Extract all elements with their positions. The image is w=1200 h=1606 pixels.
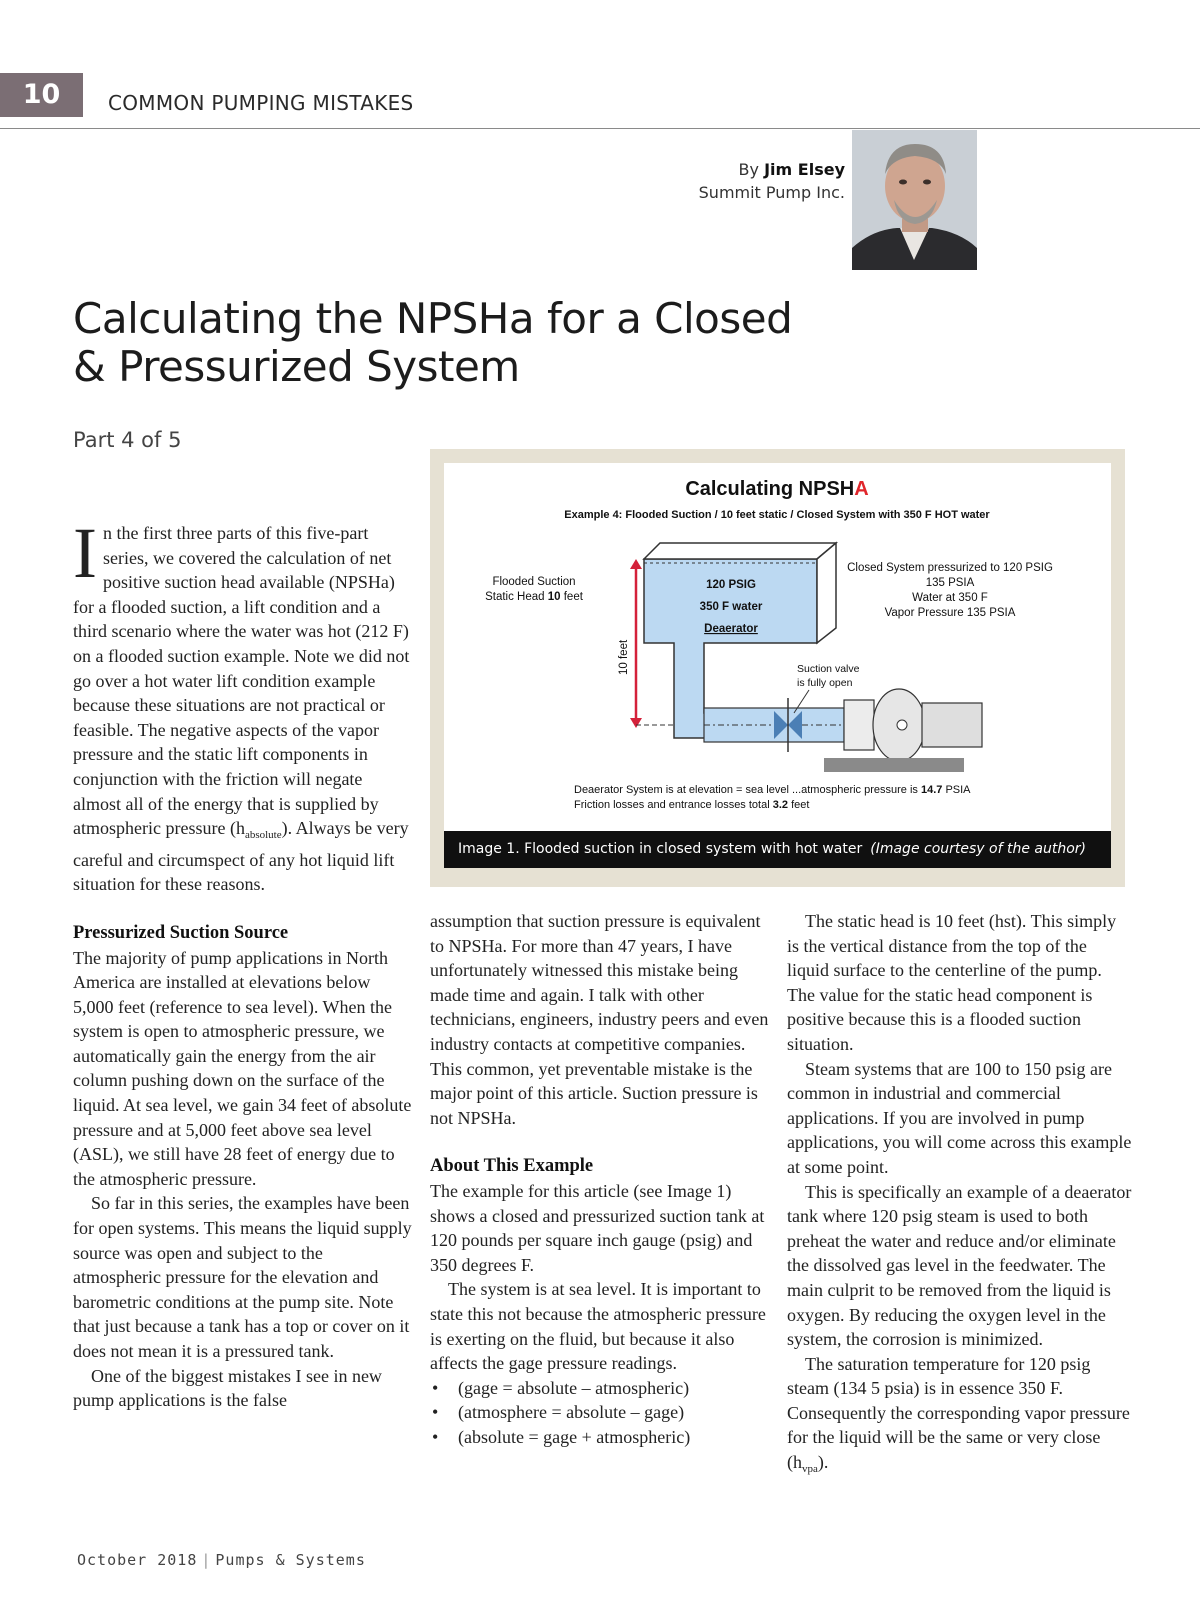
tank-name-label: Deaerator [704,623,758,635]
intro-text: n the first three parts of this five-part series, we covered the calculation of net positive suction head available (NPSHa) for a flooded suction, a lift condition and a third scenario where the water was hot (212 F) on a flooded suction example. Note we did not go over a hot water lift condition example because these situations are not practical or feasible. The negative aspects of the vapor pressure and the static lift components in conjunction with the friction will negate almost all of the energy that is supplied by atmospheric pressure (h [73,523,410,839]
pump-motor [922,703,982,747]
tank-top [644,543,836,559]
heading-pressurized-suction: Pressurized Suction Source [73,922,289,943]
npsh-diagram [444,463,1111,831]
footer-separator: | [201,1551,212,1569]
drop-cap: I [73,513,97,593]
section-title: COMMON PUMPING MISTAKES [108,91,414,115]
arrow-up-icon [630,559,642,569]
pump-hub [897,720,907,730]
heading-about-example: About This Example [430,1156,594,1177]
author-portrait-image [852,130,977,270]
author-company: Summit Pump Inc. [698,183,845,202]
pump-flange [844,700,874,750]
paragraph: The majority of pump applications in North America are installed at elevations below 5,000 feet (reference to sea level). When the system is open to atmospheric pressure, we automatically gain the energy from the air column pushing down on the surface of the liquid. At sea level, we gain 34 feet of absolute pressure and at 5,000 feet above sea level (ASL), we still have 28 feet of energy due to the atmospheric pressure. [73,947,412,1189]
caption-credit: (Image courtesy of the author) [870,841,1086,857]
height-label: 10 feet [618,639,630,675]
header-divider [0,128,1200,129]
tank-water-label: 350 F water [699,601,763,613]
figure-image-1 [430,449,1125,887]
paragraph: This is specifically an example of a deaerator tank where 120 psig steam is used to both preheat the water and reduce and/or eliminate the dissolved gas level in the feedwater. The main culprit to be removed from the liquid is oxygen. By reducing the oxygen level in the system, the corrosion is minimized. [787,1181,1132,1350]
paragraph: So far in this series, the examples have been for open systems. This means the liquid supply source was open and subject to the atmospheric pressure for the elevation and barometric conditions at the pump site. Note that just because a tank has a top or cover on it does not mean it is a pressured tank. [73,1193,412,1361]
author-name: Jim Elsey [764,160,845,179]
paragraph: The static head is 10 feet (hst). This simply is the vertical distance from the top of the liquid surface to the centerline of the pump. The value for the static head component is positive because this is a flooded suction situation. [787,911,1117,1054]
friction-note: Friction losses and entrance losses total 3.2 feet [574,799,810,811]
psia-label: 135 PSIA [925,577,975,589]
byline-by: By [738,160,759,179]
intro-text-end: ). Always be very careful and circumspect of any hot liquid lift situation for these reasons. [73,818,409,895]
page-number: 10 [0,73,83,117]
paragraph: The system is at sea level. It is important to state this not because the atmospheric pressure is exerting on the fluid, but because it also affects the gage pressure readings. [430,1279,766,1374]
paragraph: assumption that suction pressure is equivalent to NPSHa. For more than 47 years, I have unfortunately witnessed this mistake being made time and again. I talk with other technicians, engineers, industry peers and even industry contacts at competitive companies. This common, yet preventable mistake is the major point of this article. Suction pressure is not NPSHa. [430,911,769,1128]
diagram-example-label: Example 4: Flooded Suction / 10 feet static / Closed System with 350 F HOT water [564,509,990,521]
author-photo [852,130,977,270]
paragraph: The saturation temperature for 120 psig steam (134 5 psia) is in essence 350 F. Consequently the corresponding vapor pressure for the liquid will be the same or very close $(h_{vpa})$. [787,1353,1130,1476]
closed-system-label: Closed System pressurized to 120 PSIG [847,562,1053,574]
vpa-subscript: vpa [802,1463,818,1476]
intro-paragraph [73,513,413,897]
elevation-note: Deaerator System is at elevation = sea level ...atmospheric pressure is 14.7 PSIA [574,784,971,796]
article-part: Part 4 of 5 [73,428,182,452]
water-temp-label: Water at 350 F [912,592,988,604]
vapor-pressure-label: Vapor Pressure 135 PSIA [884,607,1016,619]
page-footer [77,1551,366,1569]
intro-subscript: absolute [244,829,282,842]
list-item: • (absolute = gage + atmospheric) [430,1425,770,1450]
column-3 [787,909,1132,1482]
arrow-down-icon [630,718,642,728]
valve-label-line2: is fully open [797,677,853,689]
byline [699,158,845,204]
article-title: Calculating the NPSHa for a Closed & Pressurized System [73,294,793,391]
flooded-suction-label: Flooded Suction [492,576,576,588]
static-head-label: Static Head 10 feet [485,591,583,603]
list-item: • (gage = absolute – atmospheric) [430,1376,770,1401]
formula-list [430,1376,770,1450]
column-1 [73,513,413,1413]
caption-text: Image 1. Flooded suction in closed system with hot water [458,841,863,857]
paragraph: Steam systems that are 100 to 150 psig are common in industrial and commercial applications. If you are involved in pump applications, you will come across this example at some point. [787,1058,1132,1177]
figure-panel [444,463,1111,868]
list-item: • (atmosphere = absolute – gage) [430,1400,770,1425]
paragraph: The example for this article (see Image 1) shows a closed and pressurized suction tank at 120 pounds per square inch gauge (psig) and 350 degrees F. [430,1180,765,1275]
column-2 [430,909,770,1449]
footer-date: October 2018 [77,1551,198,1569]
pump-base [824,758,964,772]
tank-psig-label: 120 PSIG [706,579,756,591]
valve-label-line1: Suction valve [797,663,860,675]
paragraph: One of the biggest mistakes I see in new pump applications is the false [73,1365,382,1411]
footer-magazine: Pumps & Systems [215,1551,366,1569]
figure-caption [444,831,1111,868]
tank-side [817,543,836,643]
diagram-title: Calculating NPSHA [685,478,869,500]
